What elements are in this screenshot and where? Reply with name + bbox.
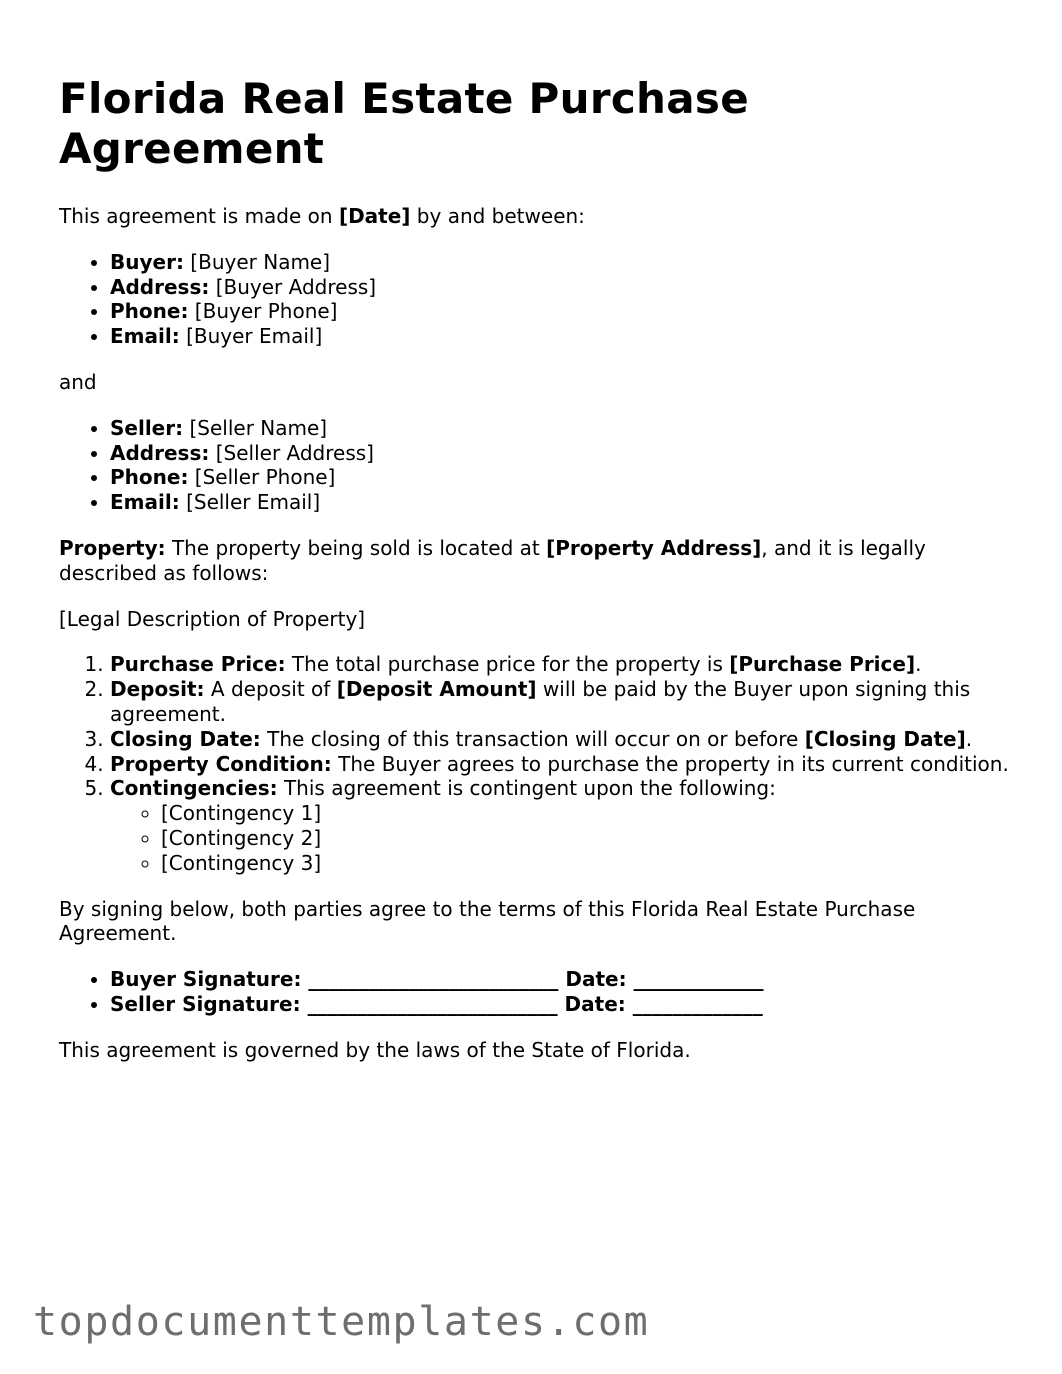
intro-text: This agreement is made on bbox=[59, 204, 339, 228]
term-contingencies: 5. Contingencies: This agreement is contingent upon the following: ◦ [Contingency 1] ◦ [Contingency 2] ◦ [Contingency 3] bbox=[110, 776, 1019, 875]
contingency-item: ◦ [Contingency 1] bbox=[161, 801, 1019, 826]
watermark: topdocumenttemplates.com bbox=[33, 1299, 650, 1345]
buyer-name-item: • Buyer: [Buyer Name] bbox=[110, 250, 1019, 275]
seller-address-item: • Address: [Seller Address] bbox=[110, 441, 1019, 466]
agreement-date-placeholder: [Date] bbox=[338, 204, 411, 228]
contingencies-list bbox=[110, 801, 1019, 875]
and-separator: and bbox=[59, 369, 97, 394]
seller-phone-item: • Phone: [Seller Phone] bbox=[110, 465, 1019, 490]
terms-list bbox=[59, 652, 1019, 875]
term-property-condition: 4. Property Condition: The Buyer agrees to purchase the property in its current condition. bbox=[110, 752, 1019, 777]
document-body bbox=[59, 74, 1019, 1084]
buyer-details-list bbox=[59, 250, 1019, 349]
term-deposit: 2. Deposit: A deposit of [Deposit Amount] will be paid by the Buyer upon signing this agreement. bbox=[110, 677, 1019, 727]
buyer-email-item: • Email: [Buyer Email] bbox=[110, 324, 1019, 349]
term-purchase-price: 1. Purchase Price: The total purchase price for the property is [Purchase Price]. bbox=[110, 652, 1019, 677]
buyer-phone-item: • Phone: [Buyer Phone] bbox=[110, 299, 1019, 324]
governing-law: This agreement is governed by the laws of the State of Florida. bbox=[59, 1037, 691, 1062]
document-title: Florida Real Estate Purchase Agreement bbox=[59, 74, 749, 173]
buyer-address-item: • Address: [Buyer Address] bbox=[110, 275, 1019, 300]
intro-paragraph bbox=[59, 204, 1019, 229]
contingency-item: ◦ [Contingency 2] bbox=[161, 826, 1019, 851]
seller-details-list bbox=[59, 416, 1019, 515]
seller-email-item: • Email: [Seller Email] bbox=[110, 490, 1019, 515]
legal-description: [Legal Description of Property] bbox=[59, 606, 366, 631]
property-address-placeholder: [Property Address] bbox=[546, 535, 762, 560]
term-closing-date: 3. Closing Date: The closing of this transaction will occur on or before [Closing Date]. bbox=[110, 727, 1019, 752]
seller-name-item: • Seller: [Seller Name] bbox=[110, 416, 1019, 441]
signing-paragraph: By signing below, both parties agree to the terms of this Florida Real Estate Purchase Agreement. bbox=[59, 896, 916, 946]
property-paragraph: Property: The property being sold is located at [Property Address], and it is legally described as follows: bbox=[59, 535, 926, 585]
signature-list bbox=[59, 967, 1019, 1017]
contingency-item: ◦ [Contingency 3] bbox=[161, 851, 1019, 876]
seller-signature-line: • Seller Signature: _________________________ Date: _____________ bbox=[110, 992, 1019, 1017]
intro-text-end: by and between: bbox=[410, 204, 585, 228]
buyer-signature-line: • Buyer Signature: _________________________ Date: _____________ bbox=[110, 967, 1019, 992]
